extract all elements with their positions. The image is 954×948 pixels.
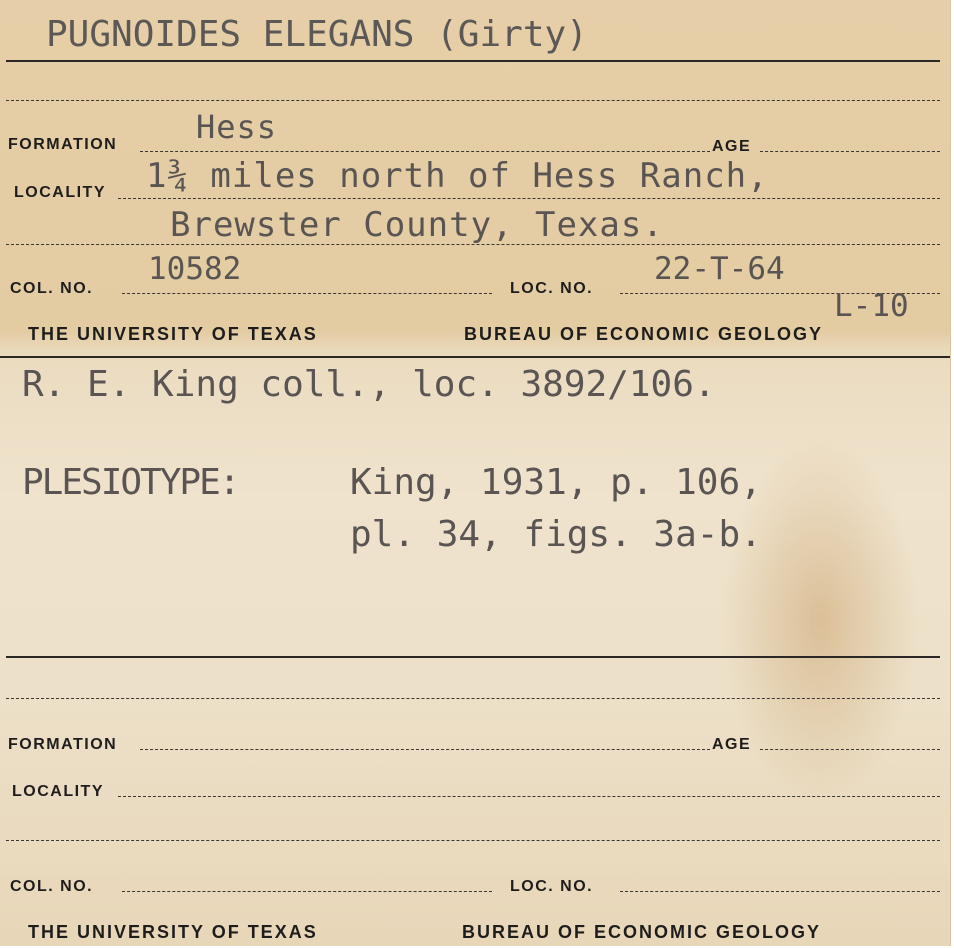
age-label-blank: AGE (712, 736, 752, 753)
rule (620, 891, 940, 892)
footer-bureau: BUREAU OF ECONOMIC GEOLOGY (464, 324, 824, 344)
rule (6, 60, 940, 62)
rule (118, 198, 940, 199)
rule (0, 356, 950, 358)
locality-line-1: 1¾ miles north of Hess Ranch, (146, 156, 769, 196)
formation-label-blank: FORMATION (8, 736, 118, 753)
plesiotype-label: PLESIOTYPE: (22, 462, 239, 503)
rule (118, 796, 940, 797)
age-label: AGE (712, 138, 752, 155)
formation-value: Hess (196, 108, 278, 146)
rule (6, 244, 940, 245)
rule (6, 698, 940, 699)
rule (6, 656, 940, 658)
loc-no-label: LOC. NO. (510, 280, 594, 297)
rule (140, 749, 710, 750)
locality-label: LOCALITY (14, 184, 106, 201)
plesiotype-citation-2: pl. 34, figs. 3a-b. (350, 514, 762, 555)
loc-no-label-blank: LOC. NO. (510, 878, 594, 895)
col-no-value: 10582 (148, 251, 242, 287)
locality-label-blank: LOCALITY (12, 783, 104, 800)
loc-no-value: 22-T-64 (654, 251, 785, 287)
locality-line-2: Brewster County, Texas. (170, 205, 664, 245)
rule (6, 100, 940, 101)
formation-label: FORMATION (8, 136, 118, 153)
col-no-label: COL. NO. (10, 280, 94, 297)
footer-university: THE UNIVERSITY OF TEXAS (28, 324, 318, 344)
rule (760, 151, 940, 152)
rule (760, 749, 940, 750)
footer-bureau: BUREAU OF ECONOMIC GEOLOGY (462, 922, 822, 942)
species-name: PUGNOIDES ELEGANS (Girty) (46, 14, 588, 55)
extra-code: L-10 (834, 288, 909, 324)
rule (122, 891, 492, 892)
collection-line: R. E. King coll., loc. 3892/106. (22, 364, 716, 405)
rule (122, 293, 492, 294)
rule (140, 151, 710, 152)
col-no-label-blank: COL. NO. (10, 878, 94, 895)
plesiotype-citation-1: King, 1931, p. 106, (350, 462, 762, 503)
rule (6, 840, 940, 841)
footer-university: THE UNIVERSITY OF TEXAS (28, 922, 318, 942)
